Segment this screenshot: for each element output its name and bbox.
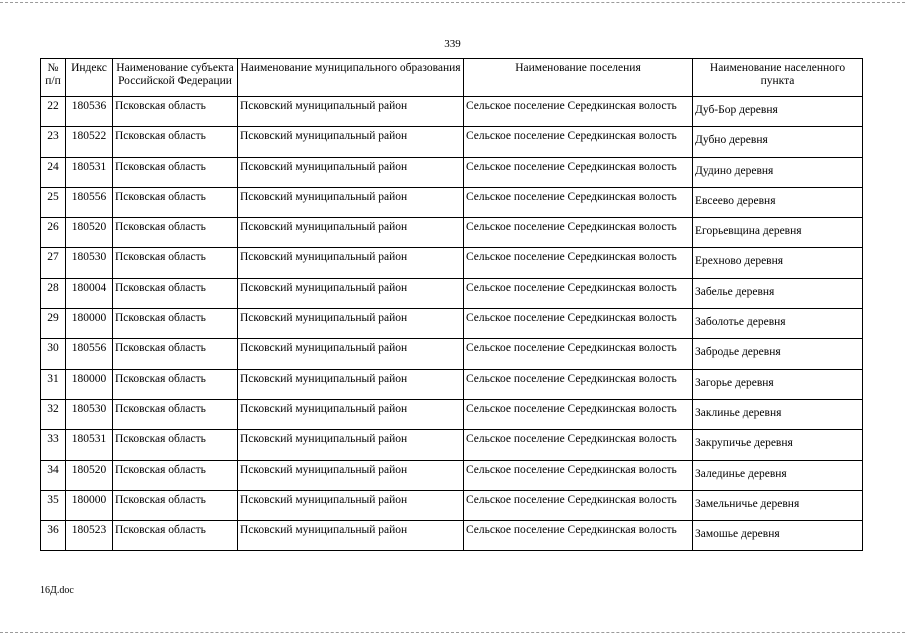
header-municipality: Наименование муниципального образования — [238, 59, 464, 97]
table-row — [41, 157, 863, 187]
cell-locality: Забродье деревня — [693, 339, 863, 369]
cell-settlement: Сельское поселение Середкинская волость — [464, 187, 693, 217]
cell-subject: Псковская область — [113, 97, 238, 127]
table-row — [41, 369, 863, 399]
cell-settlement: Сельское поселение Середкинская волость — [464, 460, 693, 490]
cell-subject: Псковская область — [113, 218, 238, 248]
table-header-row — [41, 59, 863, 97]
cell-municipality: Псковский муниципальный район — [238, 97, 464, 127]
cell-num: 29 — [41, 309, 66, 339]
cell-settlement: Сельское поселение Середкинская волость — [464, 127, 693, 157]
table-row — [41, 309, 863, 339]
cell-num: 25 — [41, 187, 66, 217]
table-row — [41, 218, 863, 248]
cell-subject: Псковская область — [113, 490, 238, 520]
cell-index: 180004 — [66, 278, 113, 308]
cell-municipality: Псковский муниципальный район — [238, 399, 464, 429]
header-settlement: Наименование поселения — [464, 59, 693, 97]
cell-subject: Псковская область — [113, 460, 238, 490]
cell-subject: Псковская область — [113, 127, 238, 157]
cell-subject: Псковская область — [113, 369, 238, 399]
table-row — [41, 521, 863, 551]
cell-num: 27 — [41, 248, 66, 278]
page-number: 339 — [444, 38, 461, 50]
cell-settlement: Сельское поселение Середкинская волость — [464, 369, 693, 399]
cell-municipality: Псковский муниципальный район — [238, 521, 464, 551]
cell-index: 180520 — [66, 218, 113, 248]
cell-subject: Псковская область — [113, 278, 238, 308]
cell-subject: Псковская область — [113, 157, 238, 187]
scan-edge-top — [0, 2, 905, 3]
cell-locality: Замельничье деревня — [693, 490, 863, 520]
cell-num: 30 — [41, 339, 66, 369]
cell-subject: Псковская область — [113, 430, 238, 460]
cell-subject: Псковская область — [113, 399, 238, 429]
cell-municipality: Псковский муниципальный район — [238, 218, 464, 248]
cell-locality: Дуб-Бор деревня — [693, 97, 863, 127]
table-row — [41, 430, 863, 460]
cell-subject: Псковская область — [113, 521, 238, 551]
cell-settlement: Сельское поселение Середкинская волость — [464, 218, 693, 248]
cell-locality: Забелье деревня — [693, 278, 863, 308]
cell-index: 180556 — [66, 187, 113, 217]
cell-index: 180530 — [66, 399, 113, 429]
table-row — [41, 127, 863, 157]
cell-index: 180000 — [66, 369, 113, 399]
cell-num: 35 — [41, 490, 66, 520]
cell-locality: Дубно деревня — [693, 127, 863, 157]
cell-subject: Псковская область — [113, 187, 238, 217]
table-row — [41, 248, 863, 278]
cell-locality: Евсеево деревня — [693, 187, 863, 217]
cell-num: 24 — [41, 157, 66, 187]
cell-num: 28 — [41, 278, 66, 308]
cell-locality: Загорье деревня — [693, 369, 863, 399]
cell-index: 180000 — [66, 309, 113, 339]
header-num: № п/п — [41, 59, 66, 97]
scan-edge-bottom — [0, 632, 905, 633]
cell-municipality: Псковский муниципальный район — [238, 248, 464, 278]
cell-locality: Дудино деревня — [693, 157, 863, 187]
cell-settlement: Сельское поселение Середкинская волость — [464, 157, 693, 187]
cell-subject: Псковская область — [113, 309, 238, 339]
cell-locality: Заболотье деревня — [693, 309, 863, 339]
table-row — [41, 278, 863, 308]
cell-municipality: Псковский муниципальный район — [238, 309, 464, 339]
cell-num: 31 — [41, 369, 66, 399]
header-locality: Наименование населенного пункта — [693, 59, 863, 97]
table-row — [41, 399, 863, 429]
cell-settlement: Сельское поселение Середкинская волость — [464, 309, 693, 339]
table-row — [41, 460, 863, 490]
header-index: Индекс — [66, 59, 113, 97]
cell-settlement: Сельское поселение Середкинская волость — [464, 521, 693, 551]
cell-municipality: Псковский муниципальный район — [238, 430, 464, 460]
cell-index: 180531 — [66, 430, 113, 460]
cell-locality: Залединье деревня — [693, 460, 863, 490]
cell-locality: Ерехново деревня — [693, 248, 863, 278]
cell-subject: Псковская область — [113, 339, 238, 369]
cell-municipality: Псковский муниципальный район — [238, 339, 464, 369]
cell-index: 180531 — [66, 157, 113, 187]
cell-settlement: Сельское поселение Середкинская волость — [464, 248, 693, 278]
cell-settlement: Сельское поселение Середкинская волость — [464, 490, 693, 520]
settlements-table — [40, 58, 863, 551]
table-row — [41, 97, 863, 127]
cell-index: 180523 — [66, 521, 113, 551]
cell-settlement: Сельское поселение Середкинская волость — [464, 399, 693, 429]
cell-subject: Псковская область — [113, 248, 238, 278]
table-row — [41, 339, 863, 369]
cell-locality: Егорьевщина деревня — [693, 218, 863, 248]
cell-locality: Замошье деревня — [693, 521, 863, 551]
cell-municipality: Псковский муниципальный район — [238, 490, 464, 520]
cell-index: 180536 — [66, 97, 113, 127]
cell-settlement: Сельское поселение Середкинская волость — [464, 278, 693, 308]
cell-municipality: Псковский муниципальный район — [238, 157, 464, 187]
cell-municipality: Псковский муниципальный район — [238, 127, 464, 157]
cell-municipality: Псковский муниципальный район — [238, 369, 464, 399]
cell-municipality: Псковский муниципальный район — [238, 187, 464, 217]
cell-settlement: Сельское поселение Середкинская волость — [464, 430, 693, 460]
cell-locality: Заклинье деревня — [693, 399, 863, 429]
cell-index: 180520 — [66, 460, 113, 490]
cell-index: 180530 — [66, 248, 113, 278]
cell-num: 23 — [41, 127, 66, 157]
cell-municipality: Псковский муниципальный район — [238, 460, 464, 490]
footer-filename: 16Д.doc — [40, 585, 74, 596]
cell-num: 32 — [41, 399, 66, 429]
cell-index: 180522 — [66, 127, 113, 157]
cell-num: 33 — [41, 430, 66, 460]
cell-index: 180556 — [66, 339, 113, 369]
cell-num: 22 — [41, 97, 66, 127]
table-row — [41, 490, 863, 520]
cell-index: 180000 — [66, 490, 113, 520]
cell-settlement: Сельское поселение Середкинская волость — [464, 97, 693, 127]
table-row — [41, 187, 863, 217]
cell-locality: Закрупичье деревня — [693, 430, 863, 460]
header-subject: Наименование субъекта Российской Федерации — [113, 59, 238, 97]
cell-num: 26 — [41, 218, 66, 248]
cell-municipality: Псковский муниципальный район — [238, 278, 464, 308]
cell-settlement: Сельское поселение Середкинская волость — [464, 339, 693, 369]
cell-num: 36 — [41, 521, 66, 551]
cell-num: 34 — [41, 460, 66, 490]
